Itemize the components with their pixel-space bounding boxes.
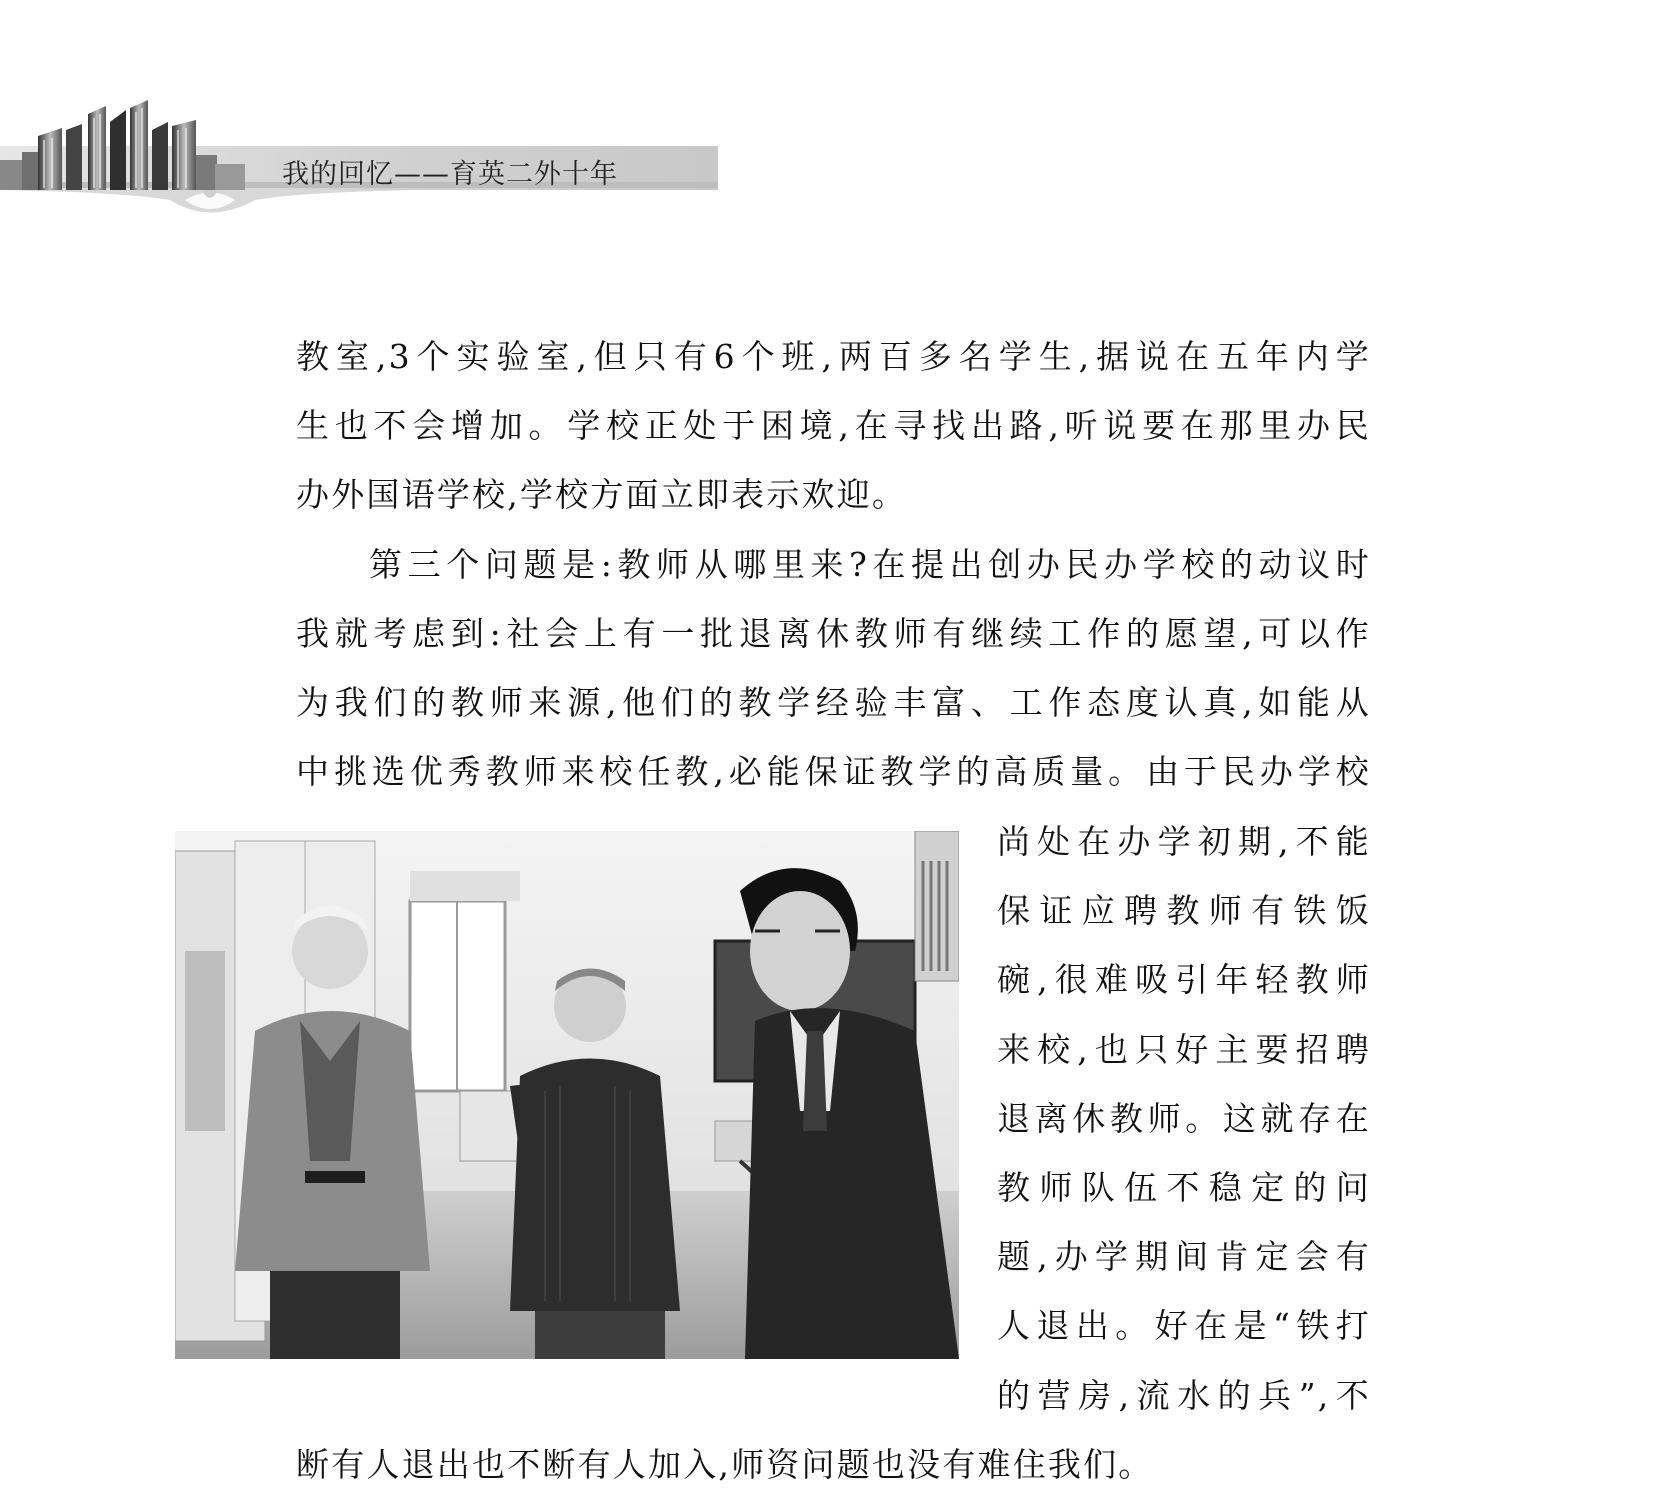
paragraph-first-line: 第三个问题是:教师从哪里来?在提出创办民办学校的动议时 xyxy=(369,545,1371,584)
text-line: 教室,3个实验室,但只有6个班,两百多名学生,据说在五年内学 xyxy=(296,337,1371,376)
text-line: 教师队伍不稳定的问 xyxy=(997,1168,1371,1207)
text-line: 来校,也只好主要招聘 xyxy=(997,1030,1371,1069)
text-line: 保证应聘教师有铁饭 xyxy=(997,891,1371,930)
text-line: 人退出。好在是“铁打 xyxy=(997,1306,1371,1345)
text-line: 尚处在办学初期,不能 xyxy=(997,822,1371,861)
text-line: 办外国语学校,学校方面立即表示欢迎。 xyxy=(296,475,908,514)
text-line: 为我们的教师来源,他们的教学经验丰富、工作态度认真,如能从 xyxy=(296,683,1371,722)
text-line: 退离休教师。这就存在 xyxy=(997,1099,1371,1138)
text-line: 断有人退出也不断有人加入,师资问题也没有难住我们。 xyxy=(296,1445,1154,1484)
photo xyxy=(175,831,959,1359)
text-line: 生也不会增加。学校正处于困境,在寻找出路,听说要在那里办民 xyxy=(296,406,1371,445)
running-header-title: 我的回忆——育英二外十年 xyxy=(282,159,618,190)
text-line: 题,办学期间肯定会有 xyxy=(997,1237,1371,1276)
photo-three-men-office xyxy=(175,831,959,1359)
text-line: 碗,很难吸引年轻教师 xyxy=(997,960,1371,999)
text-line: 我就考虑到:社会上有一批退离休教师有继续工作的愿望,可以作 xyxy=(296,614,1371,653)
text-line: 的营房,流水的兵”,不 xyxy=(997,1376,1371,1415)
text-line: 中挑选优秀教师来校任教,必能保证教学的高质量。由于民办学校 xyxy=(296,752,1371,791)
